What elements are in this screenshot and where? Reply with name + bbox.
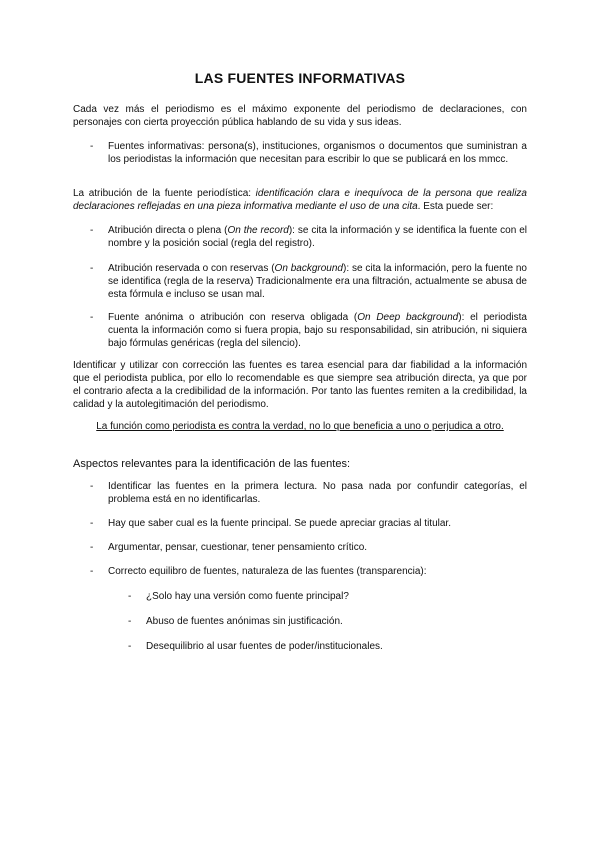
bullet-dash: - [90,263,94,274]
list-item-tipo-anonima [90,311,527,350]
list-item-text: Argumentar, pensar, cuestionar, tener pensamiento crítico. [108,542,368,553]
atribucion-definition: identificación clara e inequívoca de la persona que realiza declaraciones reflejadas en una pieza informativa mediante el uso de una cita [73,188,527,212]
list-item-text: Fuente anónima o atribución con reserva obligada (On Deep background): el periodista cuenta la información como si fuera propia, bajo su responsabilidad, sin atribución, ni siquiera bajo fórmulas genéricas (regla del silencio). [108,312,527,349]
bullet-dash: - [128,641,132,652]
atribucion-tail: . Esta puede ser: [417,201,494,212]
bullet-dash: - [90,481,94,492]
sub-list-item [128,615,527,628]
atribucion-paragraph [73,187,527,213]
atribucion-lead: La atribución de la fuente periodística: [73,188,256,199]
list-item-aspecto [90,565,527,578]
list-item-aspecto [90,480,527,506]
list-item-aspecto [90,517,527,530]
funcion-text: La función como periodista es contra la verdad, no lo que beneficia a uno o perjudica a otro. [96,421,504,432]
page-title: LAS FUENTES INFORMATIVAS [194,70,406,86]
bullet-dash: - [90,542,94,553]
sub-list-item-text: Abuso de fuentes anónimas sin justificación. [146,616,343,627]
bullet-dash: - [128,591,132,602]
list-item-text: Correcto equilibro de fuentes, naturaleza de las fuentes (transparencia): [108,566,427,577]
bullet-dash: - [90,141,94,152]
sub-list-item [128,640,527,653]
list-item-text: Hay que saber cual es la fuente principal. Se puede apreciar gracias al titular. [108,518,451,529]
identificar-paragraph: Identificar y utilizar con corrección las fuentes es tarea esencial para dar fiabilidad a la información que el periodista publica, por ello lo recomendable es que siempre sea atribución directa, ya que por el contrario afecta a la credibilidad de la información. Por tanto las fuentes remiten a la credibilidad, la calidad y la autolegitimación del periodismo. [73,360,527,410]
bullet-dash: - [90,518,94,529]
list-item-tipo-reservada [90,262,527,301]
list-item-text: Fuentes informativas: persona(s), instituciones, organismos o documentos que suministran a los periodistas la información que necesitan para escribir lo que se publicará en los mmcc. [108,141,527,165]
list-item-fuentes [90,140,527,166]
list-item-text: Atribución directa o plena (On the record): se cita la información y se identifica la fuente con el nombre y la posición social (regla del registro). [108,225,527,249]
sub-list-item-text: Desequilibrio al usar fuentes de poder/institucionales. [146,641,383,652]
bullet-dash: - [128,616,132,627]
bullet-dash: - [90,566,94,577]
bullet-dash: - [90,312,94,323]
aspectos-heading: Aspectos relevantes para la identificación de las fuentes: [73,458,350,470]
intro-paragraph: Cada vez más el periodismo es el máximo exponente del periodismo de declaraciones, con personajes con cierta proyección pública hablando de su vida y sus ideas. [73,104,527,128]
sub-list-item-text: ¿Solo hay una versión como fuente principal? [146,591,349,602]
bullet-dash: - [90,225,94,236]
list-item-aspecto [90,541,527,554]
list-item-text: Identificar las fuentes en la primera lectura. No pasa nada por confundir categorías, el problema está en no identificarlas. [108,481,527,505]
list-item-tipo-directa [90,224,527,250]
list-item-text: Atribución reservada o con reservas (On background): se cita la información, pero la fuente no se identifica (regla de la reserva) Tradicionalmente era una filtración, actualmente se abusa de esta fórmula e incluso se usan mal. [108,263,527,300]
funcion-statement [0,420,600,433]
sub-list-item [128,590,527,603]
